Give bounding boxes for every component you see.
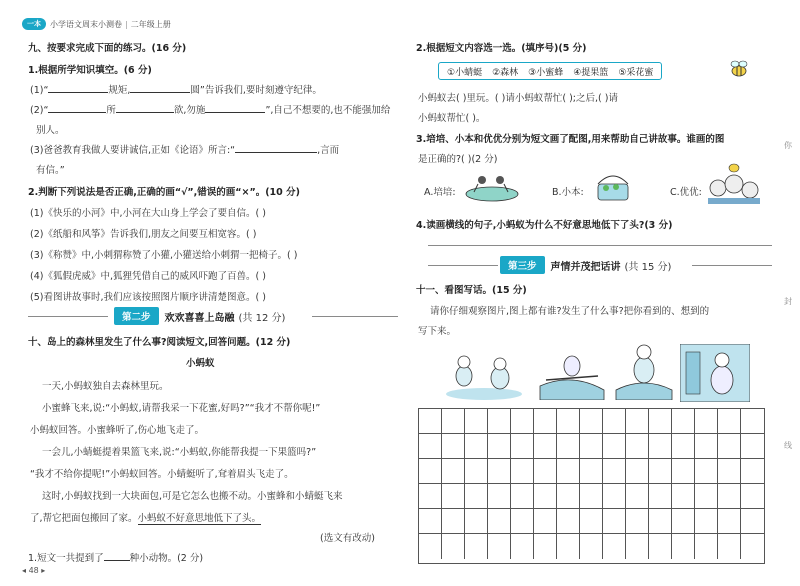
text: 1.短文一共提到了 (28, 553, 104, 564)
source-note: (选文有改动) (320, 533, 375, 544)
option-c-label: C.优优: (670, 187, 702, 198)
divider (428, 245, 772, 246)
basket-illustration (592, 166, 634, 206)
divider (28, 316, 108, 317)
option: ②森林 (492, 67, 519, 78)
header-separator: | (125, 19, 128, 29)
q9-1-line2b: 别人。 (36, 125, 65, 136)
q11-prompt-2: 写下来。 (418, 326, 457, 337)
q9-1-title: 1.根据所学知识填空。(6 分) (28, 65, 152, 76)
story-line: 小蜜蜂飞来,说:“小蚂蚁,请帮我采一下花蜜,好吗?”“我才不帮你呢!” (42, 403, 321, 414)
step-points: (共 12 分) (238, 312, 286, 324)
divider (312, 316, 398, 317)
text: 了,帮它把面包搬回了家。 (30, 513, 138, 524)
side-char: 线 (784, 441, 792, 450)
step3-banner (500, 256, 671, 274)
flowers-illustration (704, 160, 764, 208)
side-char: 封 (784, 297, 792, 306)
judge-item: (4)《狐假虎威》中,狐狸凭借自己的威风吓跑了百兽。( ) (30, 271, 266, 282)
page-number-value: 48 (28, 566, 39, 575)
q9-1-line2 (30, 102, 390, 116)
q11-title: 十一、看图写话。(15 分) (416, 285, 527, 296)
judge-item: (2)《纸船和风筝》告诉我们,朋友之间要互相宽容。( ) (30, 229, 257, 240)
options-box (438, 62, 662, 80)
picture-panel-3 (614, 340, 674, 400)
side-char: 你 (784, 141, 792, 150)
blank[interactable] (205, 103, 265, 113)
q9-2-title: 2.判断下列说法是否正确,正确的画“√”,错误的画“×”。(10 分) (28, 187, 300, 198)
step-name: 欢欢喜喜上岛融 (164, 312, 235, 324)
q9-title: 九、按要求完成下面的练习。(16 分) (28, 43, 187, 54)
q10-title: 十、岛上的森林里发生了什么事?阅读短文,回答问题。(12 分) (28, 337, 291, 348)
q3-line2: 是正确的?( )(2 分) (418, 154, 498, 165)
grid-row (419, 484, 764, 509)
q9-1-line3 (30, 142, 339, 156)
grid-row (419, 459, 764, 484)
story-line: 这时,小蚂蚁找到一大块面包,可是它怎么也搬不动。小蜜蜂和小蜻蜓飞来 (42, 491, 343, 502)
text: 规矩, (108, 85, 131, 96)
blank[interactable] (130, 83, 190, 93)
text: 种小动物。(2 分) (129, 553, 204, 564)
picture-panel-1 (444, 346, 524, 400)
story-line: 小蚂蚁回答。小蜜蜂听了,伤心地飞走了。 (30, 425, 205, 436)
grade-label: 二年级上册 (130, 19, 171, 29)
bread-illustration (462, 170, 522, 206)
grid-row (419, 509, 764, 534)
step-points: (共 15 分) (624, 261, 672, 273)
step-label: 第三步 (500, 256, 545, 274)
q3-line1: 3.培培、小本和优优分别为短文画了配图,用来帮助自己讲故事。谁画的图 (416, 134, 725, 145)
option: ③小蜜蜂 (528, 67, 564, 78)
blank[interactable] (48, 103, 106, 113)
series-title: 小学语文周末小测卷 (50, 19, 122, 29)
story-line: “我才不给你提呢!”小蚂蚁回答。小蜻蜓听了,耷着眉头飞走了。 (30, 469, 294, 480)
step-label: 第二步 (114, 307, 159, 325)
judge-item: (3)《称赞》中,小刺猬称赞了小獾,小獾送给小刺猬一把椅子。( ) (30, 250, 298, 261)
q4: 4.读画横线的句子,小蚂蚁为什么不好意思地低下了头?(3 分) (416, 220, 673, 231)
option-b-label: B.小本: (552, 187, 584, 198)
picture-panel-2 (536, 346, 608, 400)
text: 圆”告诉我们,要时刻遵守纪律。 (190, 85, 322, 96)
text: ”,自己不想要的,也不能强加给 (265, 105, 391, 116)
step-name: 声情并茂把话讲 (550, 261, 621, 273)
divider (428, 265, 498, 266)
step2-banner (114, 307, 285, 325)
page-header (22, 18, 171, 30)
story-line: 一天,小蚂蚁独自去森林里玩。 (42, 381, 169, 392)
grid-row (419, 409, 764, 434)
divider (692, 265, 772, 266)
option: ①小蜻蜓 (447, 67, 483, 78)
option: ④提果篮 (573, 67, 609, 78)
picture-panel-4 (680, 344, 750, 402)
brand-badge: 一本 (22, 18, 46, 30)
text: 欲,勿施 (173, 105, 206, 116)
bee-icon (726, 56, 752, 82)
option: ⑤采花蜜 (618, 67, 654, 78)
blank[interactable] (235, 143, 317, 153)
judge-item: (5)看图讲故事时,我们应该按照图片顺序讲清楚图意。( ) (30, 292, 266, 303)
text: (1)“ (30, 85, 49, 96)
text: ,言而 (317, 145, 340, 156)
judge-item: (1)《快乐的小河》中,小河在大山身上学会了要自信。( ) (30, 208, 266, 219)
blank[interactable] (48, 83, 108, 93)
text: (2)“ (30, 105, 49, 116)
q9-1-line3b: 有信。” (36, 165, 65, 176)
grid-row (419, 434, 764, 459)
q2-title: 2.根据短文内容选一选。(填序号)(5 分) (416, 43, 587, 54)
underlined-sentence: 小蚂蚁不好意思地低下了头。 (137, 513, 262, 524)
q9-1-line1 (30, 82, 322, 96)
writing-grid[interactable] (418, 408, 765, 564)
story-title: 小蚂蚁 (186, 358, 215, 369)
story-line (30, 510, 261, 524)
text: (3)爸爸教育我做人要讲诚信,正如《论语》所言:“ (30, 145, 236, 156)
text: 所 (106, 105, 116, 116)
page-number: ◂ 48 ▸ (22, 566, 46, 575)
option-a-label: A.培培: (424, 187, 456, 198)
grid-row (419, 534, 764, 559)
blank[interactable] (104, 551, 130, 561)
fill-line-1: 小蚂蚁去( )里玩。( )请小蚂蚁帮忙( );之后,( )请 (418, 93, 618, 104)
story-line: 一会儿,小蜻蜓提着果篮飞来,说:“小蚂蚁,你能帮我提一下果篮吗?” (42, 447, 317, 458)
q11-prompt-1: 请你仔细观察图片,图上都有谁?发生了什么事?把你看到的、想到的 (430, 306, 710, 317)
q10-1 (28, 550, 203, 564)
fill-line-2: 小蚂蚁帮忙( )。 (418, 113, 486, 124)
blank[interactable] (116, 103, 174, 113)
